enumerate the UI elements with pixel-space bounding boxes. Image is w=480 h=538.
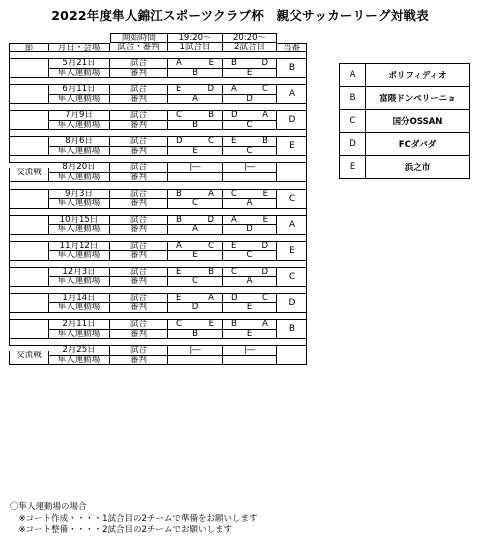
kind-referee: 審判 xyxy=(110,330,168,340)
exchange-mark: |― xyxy=(243,346,256,356)
section-cell xyxy=(9,242,49,252)
referee-1: B xyxy=(168,330,223,340)
time-header-row xyxy=(9,33,307,43)
referee-2: E xyxy=(223,303,277,313)
referee-row xyxy=(9,356,307,366)
col-date: 月日・会場 xyxy=(49,43,110,53)
referee-2: D xyxy=(223,225,277,235)
game2-pair: D C xyxy=(231,293,268,303)
legend-row xyxy=(339,87,470,110)
spacer-row xyxy=(9,78,307,85)
referee-2: C xyxy=(223,147,277,157)
spacer-row xyxy=(9,287,307,294)
spacer-row xyxy=(9,235,307,242)
round-block xyxy=(9,156,307,182)
section-cell: 交流戦 xyxy=(9,351,49,361)
match-row xyxy=(9,294,307,304)
referee-row xyxy=(9,95,307,105)
referee-row xyxy=(9,69,307,79)
referee-2: C xyxy=(223,251,277,261)
referee-row xyxy=(9,225,307,235)
match-row xyxy=(9,320,307,330)
team-name: 富隈ドンペリーニョ xyxy=(379,94,456,104)
referee-2: C xyxy=(223,121,277,131)
referee-1 xyxy=(168,173,223,183)
venue-cell: 隼人運動場 xyxy=(49,303,110,313)
referee-row xyxy=(9,147,307,157)
round-block xyxy=(9,339,307,365)
kind-referee: 審判 xyxy=(110,199,168,209)
duty-cell: B xyxy=(288,63,296,74)
referee-row xyxy=(9,277,307,287)
duty-cell: A xyxy=(288,89,296,100)
duty-cell xyxy=(277,163,307,182)
time-slot-2: 20:20～ xyxy=(223,33,277,43)
exchange-mark: |― xyxy=(189,163,201,173)
spacer-row xyxy=(9,209,307,216)
exchange-mark: |― xyxy=(243,163,256,173)
section-cell xyxy=(9,85,49,95)
duty-cell: A xyxy=(288,219,296,230)
section-cell xyxy=(9,190,49,200)
kind-match: 試合 xyxy=(110,216,168,226)
kind-match: 試合 xyxy=(110,190,168,200)
date-cell: 7月9日 xyxy=(49,111,110,121)
team-legend xyxy=(339,63,470,179)
start-time-label: 開始時間 xyxy=(110,33,168,43)
game1-pair: B D xyxy=(176,215,214,225)
referee-2: A xyxy=(223,277,277,287)
match-row xyxy=(9,216,307,226)
round-block xyxy=(9,182,307,208)
duty-cell xyxy=(277,346,307,365)
kind-referee: 審判 xyxy=(110,121,168,131)
team-name: 浜之市 xyxy=(404,163,431,173)
kind-match: 試合 xyxy=(110,163,168,173)
legend-row xyxy=(339,63,470,87)
game1-pair: E D xyxy=(176,85,214,95)
section-cell xyxy=(9,59,49,69)
game2-pair: C D xyxy=(231,267,268,277)
spacer-row xyxy=(9,130,307,137)
date-cell: 9月3日 xyxy=(49,190,110,200)
team-key: E xyxy=(340,156,366,178)
referee-1: B xyxy=(168,69,223,79)
kind-referee: 審判 xyxy=(110,277,168,287)
round-block xyxy=(9,52,307,78)
team-key: D xyxy=(340,133,366,155)
venue-cell: 隼人運動場 xyxy=(49,277,110,287)
kind-match: 試合 xyxy=(110,242,168,252)
kind-referee: 審判 xyxy=(110,356,168,366)
col-section: 節 xyxy=(9,43,49,53)
venue-cell: 隼人運動場 xyxy=(49,356,110,366)
section-cell xyxy=(9,111,49,121)
round-block xyxy=(9,78,307,104)
venue-cell: 隼人運動場 xyxy=(49,225,110,235)
referee-2: E xyxy=(223,69,277,79)
note-line: ※コート整備・・・・2試合目の2チームでお願いします xyxy=(10,525,232,535)
date-cell: 6月11日 xyxy=(49,85,110,95)
match-row xyxy=(9,190,307,200)
match-row xyxy=(9,242,307,252)
date-cell: 1月14日 xyxy=(49,294,110,304)
referee-row xyxy=(9,199,307,209)
referee-row xyxy=(9,303,307,313)
venue-cell: 隼人運動場 xyxy=(49,330,110,340)
spacer-row xyxy=(9,104,307,111)
game1-pair: B A xyxy=(176,189,214,199)
kind-referee: 審判 xyxy=(110,173,168,183)
venue-cell: 隼人運動場 xyxy=(49,121,110,131)
section-cell xyxy=(9,294,49,304)
spacer-row xyxy=(9,339,307,346)
venue-cell: 隼人運動場 xyxy=(49,95,110,105)
col-duty: 当番 xyxy=(277,43,307,53)
game2-pair: A E xyxy=(231,215,268,225)
duty-cell: B xyxy=(288,324,296,335)
section-cell: 交流戦 xyxy=(9,168,49,178)
game1-pair xyxy=(168,346,222,356)
venue-cell: 隼人運動場 xyxy=(49,173,110,183)
date-cell: 8月20日 xyxy=(49,163,110,173)
kind-match: 試合 xyxy=(110,268,168,278)
round-block xyxy=(9,209,307,235)
referee-1: E xyxy=(168,251,223,261)
team-key: A xyxy=(340,64,366,86)
page-title: 2022年度隼人錦江スポーツクラブ杯 親父サッカーリーグ対戦表 xyxy=(51,8,429,23)
team-key: B xyxy=(340,87,366,109)
game2-pair: A C xyxy=(231,85,268,95)
referee-2 xyxy=(223,356,277,366)
kind-match: 試合 xyxy=(110,294,168,304)
note-line: ※コート作成・・・・1試合目の2チームで準備をお願いします xyxy=(10,513,258,524)
duty-cell: D xyxy=(288,115,296,126)
venue-cell: 隼人運動場 xyxy=(49,147,110,157)
kind-match: 試合 xyxy=(110,59,168,69)
match-row xyxy=(9,59,307,69)
game1-pair: C E xyxy=(176,320,214,330)
game1-pair: C B xyxy=(176,111,214,121)
section-cell xyxy=(9,268,49,278)
match-row xyxy=(9,137,307,147)
exchange-mark: |― xyxy=(189,346,201,356)
referee-1: D xyxy=(168,303,223,313)
kind-match: 試合 xyxy=(110,320,168,330)
kind-match: 試合 xyxy=(110,111,168,121)
spacer-row xyxy=(9,52,307,59)
referee-1: A xyxy=(168,95,223,105)
game1-pair: E B xyxy=(176,267,214,277)
venue-cell: 隼人運動場 xyxy=(49,251,110,261)
game2-pair: E B xyxy=(231,137,268,147)
game2-pair: D A xyxy=(231,111,268,121)
col-game1: 1試合目 xyxy=(168,43,223,53)
referee-1: C xyxy=(168,199,223,209)
round-block xyxy=(9,104,307,130)
game2-pair xyxy=(223,163,276,173)
spacer-row xyxy=(9,313,307,320)
round-block xyxy=(9,130,307,156)
referee-row xyxy=(9,121,307,131)
schedule-table xyxy=(9,33,307,365)
section-cell xyxy=(9,216,49,226)
referee-1: A xyxy=(168,225,223,235)
referee-row xyxy=(9,330,307,340)
referee-2 xyxy=(223,173,277,183)
referee-1: E xyxy=(168,147,223,157)
kind-referee: 審判 xyxy=(110,147,168,157)
match-row xyxy=(9,268,307,278)
game2-pair: E D xyxy=(231,241,268,251)
col-game2: 2試合目 xyxy=(223,43,277,53)
game1-pair: E A xyxy=(176,293,214,303)
round-block xyxy=(9,235,307,261)
referee-2: D xyxy=(223,95,277,105)
referee-row xyxy=(9,173,307,183)
game2-pair: C E xyxy=(231,189,268,199)
game1-pair: A E xyxy=(176,59,214,69)
duty-cell: C xyxy=(288,271,296,282)
time-slot-1: 19:20～ xyxy=(168,33,223,43)
game1-pair: D C xyxy=(176,137,214,147)
kind-match: 試合 xyxy=(110,346,168,356)
round-block xyxy=(9,313,307,339)
date-cell: 2月25日 xyxy=(49,346,110,356)
date-cell: 8月6日 xyxy=(49,137,110,147)
spacer-row xyxy=(9,182,307,189)
duty-cell: E xyxy=(289,141,295,152)
section-cell xyxy=(9,320,49,330)
referee-2: A xyxy=(223,199,277,209)
round-block xyxy=(9,261,307,287)
legend-row xyxy=(339,133,470,156)
notes xyxy=(10,502,257,537)
team-key: C xyxy=(340,110,366,132)
column-header-row xyxy=(9,43,307,53)
kind-referee: 審判 xyxy=(110,69,168,79)
kind-referee: 審判 xyxy=(110,225,168,235)
referee-2: E xyxy=(223,330,277,340)
date-cell: 5月21日 xyxy=(49,59,110,69)
match-row xyxy=(9,85,307,95)
date-cell: 10月15日 xyxy=(49,216,110,226)
duty-cell: D xyxy=(288,297,296,308)
game1-pair: A C xyxy=(176,241,214,251)
venue-cell: 隼人運動場 xyxy=(49,199,110,209)
date-cell: 2月11日 xyxy=(49,320,110,330)
spacer-row xyxy=(9,261,307,268)
round-block xyxy=(9,287,307,313)
game1-pair xyxy=(168,163,222,173)
venue-cell: 隼人運動場 xyxy=(49,69,110,79)
referee-1 xyxy=(168,356,223,366)
game2-pair: B A xyxy=(231,320,268,330)
game2-pair xyxy=(223,346,276,356)
duty-cell: C xyxy=(288,193,296,204)
col-kind: 試合・審判 xyxy=(110,43,168,53)
team-name: FCダバダ xyxy=(398,140,437,150)
spacer-row xyxy=(9,156,307,163)
legend-row xyxy=(339,110,470,133)
kind-referee: 審判 xyxy=(110,251,168,261)
team-name: ポリフィディオ xyxy=(388,71,447,81)
date-cell: 11月12日 xyxy=(49,242,110,252)
kind-referee: 審判 xyxy=(110,303,168,313)
referee-row xyxy=(9,251,307,261)
kind-referee: 審判 xyxy=(110,95,168,105)
referee-1: B xyxy=(168,121,223,131)
kind-match: 試合 xyxy=(110,85,168,95)
game2-pair: B D xyxy=(231,59,268,69)
legend-row xyxy=(339,156,470,179)
kind-match: 試合 xyxy=(110,137,168,147)
note-line: 〇隼人運動場の場合 xyxy=(10,502,87,512)
date-cell: 12月3日 xyxy=(49,268,110,278)
team-name: 国分OSSAN xyxy=(392,117,443,127)
duty-cell: E xyxy=(289,245,295,256)
section-cell xyxy=(9,137,49,147)
match-row xyxy=(9,111,307,121)
referee-1: C xyxy=(168,277,223,287)
